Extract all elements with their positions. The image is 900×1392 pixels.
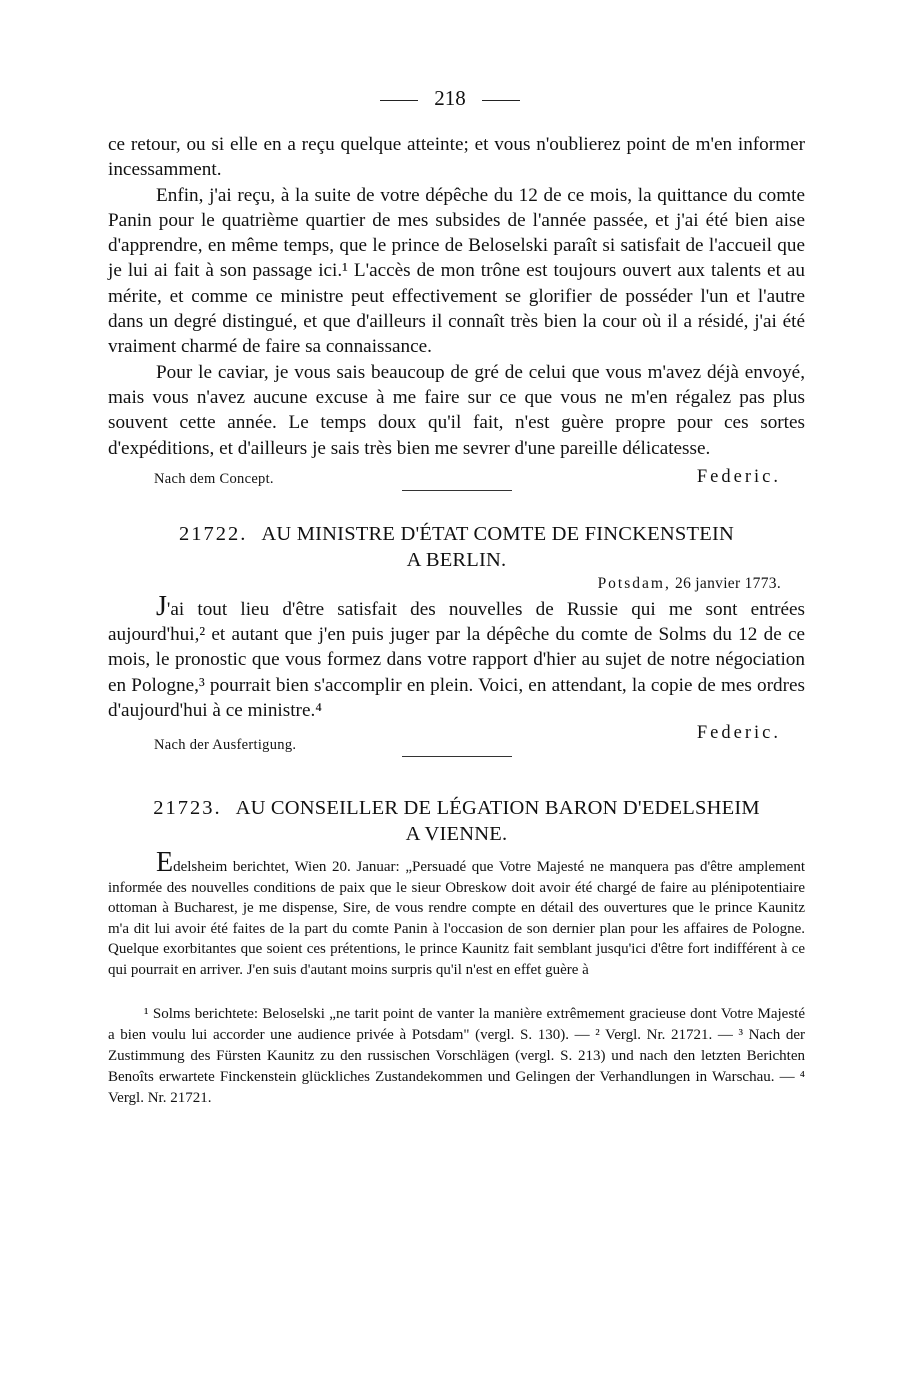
letter-3-paragraph	[108, 847, 805, 980]
letter-2-heading-line-2: A BERLIN.	[406, 548, 507, 571]
letter-2-body: 'ai tout lieu d'être satisfait des nouvelles de Russie qui me sont entrées aujourd'hui,² et autant que j'en puis juger par la dépêche du comte de Solms du 12 de ce mois, le pronostic que vous formez dans votre rapport d'hier au sujet de notre négociation en Pologne,³ pourrait bien s'accomplir en plein. Voici, en attendant, la copie de mes ordres d'aujourd'hui à ce ministre.⁴	[108, 598, 805, 722]
letter-1-paragraph-3: Pour le caviar, je vous sais beaucoup de gré de celui que vous m'avez déjà envoyé, mais vous n'avez aucune excuse à me faire sur ce que vous ne m'en régalez pas plus souvent cette année. Le temps doux qu'il fait, n'est guère propre pour ces sortes d'expéditions, et d'ailleurs je sais très bien me sevrer d'une pareille délicatesse.	[108, 361, 805, 459]
letter-2-dateline	[108, 575, 781, 593]
letter-3-number: 21723.	[153, 797, 222, 820]
letter-2-heading-line-1: AU MINISTRE D'ÉTAT COMTE DE FINCKENSTEIN	[261, 522, 734, 545]
letter-1-paragraph-2: Enfin, j'ai reçu, à la suite de votre dépêche du 12 de ce mois, la quittance du comte Panin pour le quatrième quartier de mes subsides de l'année passée, et j'ai été bien aise d'apprendre, en même temps, que le prince de Beloselski paraît si satisfait de l'accueil que je lui ai fait à son passage ici.¹ L'accès de mon trône est toujours ouvert aux talents et au mérite, et comme ce ministre peut effectivement se glorifier de posséder l'un et l'autre dans un degré distingué, et que d'ailleurs il connaît très bien la cour où il a résidé, j'ai été vraiment charmé de faire sa connaissance.	[108, 184, 805, 358]
letter-2-paragraph	[108, 590, 805, 723]
letter-1-signature-row	[108, 467, 805, 488]
page-number-rule-right	[482, 100, 520, 101]
letter-3-heading-line-1: AU CONSEILLER DE LÉGATION BARON D'EDELSHEIM	[235, 797, 760, 820]
separator-rule	[402, 490, 512, 491]
letter-2-heading	[108, 521, 805, 573]
page-number-text: 218	[434, 86, 466, 110]
letter-2-number: 21722.	[179, 522, 248, 545]
letter-2-place: Potsdam,	[597, 574, 671, 592]
letter-3	[108, 795, 805, 980]
letter-2-signature: Federic.	[696, 723, 781, 744]
letter-3-heading-line-2: A VIENNE.	[405, 823, 508, 846]
letter-3-body: delsheim berichtet, Wien 20. Januar: „Persuadé que Votre Majesté ne manquera pas d'être amplement informée des nouvelles conditions de paix que le sieur Obreskow doit avoir été chargé de faire au plénipotentiaire ottoman à Bucharest, je me dispense, Sire, de vous rendre compte en détail des ouvertures que le prince Kaunitz m'a dit lui avoir été faites de la part du comte Panin à l'occasion de son dernier plan pour les affaires de Pologne. Quelque exorbitantes que soient ces prétentions, le prince Kaunitz fait semblant jusqu'ici d'être fort indifférent à ce qui pourrait en arriver. J'en suis d'autant moins surpris qu'il n'est en effet guère à	[108, 859, 805, 978]
letter-1-signature: Federic.	[696, 466, 781, 487]
letter-1-paragraph-1: ce retour, ou si elle en a reçu quelque atteinte; et vous n'oublierez point de m'en informer incessamment.	[108, 134, 805, 181]
letter-2-dropcap: J	[156, 590, 167, 622]
letter-2-source: Nach der Ausfertigung.	[154, 737, 297, 754]
footnotes-text: ¹ Solms berichtete: Beloselski „ne tarit point de vanter la manière extrêmement gracieuse dont Votre Majesté a bien voulu lui accorder une audience privée à Potsdam" (vergl. S. 130). — ² Vergl. Nr. 21721. — ³ Nach der Zustimmung des Fürsten Kaunitz zu den russischen Vorschlägen (vergl. S. 213) und nach den letzten Berichten Benoîts erwartete Finckenstein glückliches Zustandekommen und Gelingen der Verhandlungen in Warschau. — ⁴ Vergl. Nr. 21721.	[108, 1006, 805, 1106]
letter-3-dropcap: E	[156, 847, 174, 879]
letter-2-date: 26 janvier 1773.	[675, 574, 781, 592]
separator-rule	[402, 756, 512, 757]
footnotes	[108, 1004, 805, 1108]
letter-1	[108, 132, 805, 491]
page-number	[0, 86, 900, 111]
letter-2-signature-row	[108, 723, 805, 754]
page-number-rule-left	[380, 100, 418, 101]
letter-1-source: Nach dem Concept.	[154, 470, 274, 487]
page-body	[108, 132, 805, 1108]
letter-2	[108, 521, 805, 757]
letter-3-heading	[108, 795, 805, 847]
